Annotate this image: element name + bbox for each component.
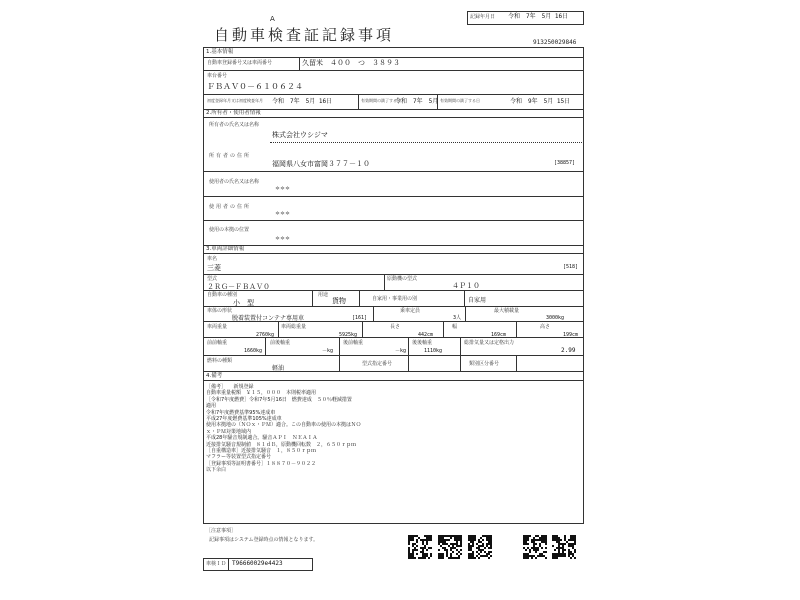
remark-line: ［自重構造車］近接排気騒音 １，８５０ｒｐｍ — [206, 448, 317, 455]
reg-label: 自動車登録番号又は車両番号 — [207, 60, 273, 66]
kind-value: 小 型 — [233, 299, 254, 307]
qr-code — [438, 534, 462, 560]
displacement-value: 2.99 — [561, 347, 576, 354]
capacity-value: 3人 — [453, 315, 462, 321]
gross-value: 5925kg — [339, 332, 358, 338]
remark-line: 自動車重量税額 ￥１５，０００ 本則税率適用 — [206, 390, 317, 397]
remarks-block — [206, 384, 466, 474]
valid-label: 有効期間の満了する日 — [361, 98, 401, 103]
class-no-label: 類別区分番号 — [469, 361, 500, 367]
fuel-label: 燃料の種類 — [207, 358, 233, 364]
remark-line: 令和7年度燃費基準95%達成車 — [206, 409, 276, 416]
width-value: 169cm — [491, 332, 507, 338]
expiry-value: 令和 9年 5月 15日 — [510, 98, 571, 105]
body-code: [161] — [352, 315, 368, 321]
user-addr-value: ＊＊＊ — [275, 211, 291, 217]
first-reg-label: 初度登録年月又は初度検査年月 — [207, 98, 263, 103]
rr-axle-value: 1110kg — [424, 348, 443, 354]
ff-axle-label: 前前軸重 — [207, 340, 228, 346]
remark-line: 使用本拠地の（ＮＯｘ・ＰＭ）適合。この自動車の使用の本拠はＮＯ — [206, 422, 362, 429]
maker-code: [518] — [563, 264, 579, 270]
rr-axle-label: 後後軸重 — [412, 340, 433, 346]
height-label: 高さ — [540, 324, 551, 330]
qr-code — [523, 534, 547, 560]
rf-axle-label: 後前軸重 — [343, 340, 364, 346]
remark-line: マフラー等装置型式指定番号 — [206, 454, 272, 461]
owner-name-value: 株式会社ウシジマ — [272, 131, 328, 139]
gross-label: 車両総重量 — [281, 324, 307, 330]
remark-line: 平成28年騒音規制適合。騒音ＡＰＩ ＮＥＡＩＡ — [206, 435, 318, 442]
remark-line: 近接排気騒音規制値 ８１ｄＢ，原動機回転数 ２，６５０ｒｐｍ — [206, 441, 357, 448]
max-load-value: 3000kg — [546, 315, 565, 321]
ff-axle-value: 1660kg — [244, 348, 263, 354]
user-name-value: ＊＊＊ — [275, 186, 291, 192]
base-label: 使用の本拠の位置 — [209, 227, 250, 233]
private-label: 自家用・事業用の別 — [372, 296, 418, 302]
remark-line: 適用 — [206, 403, 217, 410]
type-no-label: 型式指定番号 — [362, 361, 393, 367]
notes-heading: ［注意事項］ — [206, 528, 237, 534]
user-name-label: 使用者の氏名又は名称 — [209, 179, 260, 185]
remark-line: ［備考］ 新規登録 — [206, 384, 254, 390]
rf-axle-value: －kg — [395, 348, 407, 354]
owner-addr-label: 所有者の住所 — [209, 153, 252, 159]
issue-date-label: 記録年月日 — [470, 14, 496, 20]
document-title: 自動車検査証記録事項 — [214, 26, 395, 44]
section4-heading: 4.備考 — [206, 373, 223, 379]
remark-line: 以下余白 — [206, 467, 227, 474]
remark-line: ［登録事項等証明書番号］１８８７０－９０２２ — [206, 460, 317, 467]
use-value: 貨物 — [332, 297, 346, 305]
weight-value: 2760kg — [256, 332, 275, 338]
kind-label: 自動車の種別 — [207, 292, 238, 298]
section2-heading: 2.所有者・使用者情報 — [206, 110, 261, 116]
capacity-label: 乗車定員 — [400, 308, 421, 314]
expiry-label: 有効期間の満了する日 — [440, 98, 480, 103]
remark-line: ｘ・ＰＭ対策地域内 — [206, 428, 252, 435]
document-number: 913250029846 — [533, 39, 577, 46]
length-label: 長さ — [390, 324, 401, 330]
maker-label: 車名 — [207, 256, 218, 262]
user-addr-label: 使用者の住所 — [209, 204, 252, 210]
fr-axle-value: －kg — [322, 348, 334, 354]
fuel-value: 軽油 — [272, 365, 285, 372]
vehicle-id-value: T96660029e4423 — [232, 560, 283, 567]
owner-name-label: 所有者の氏名又は名称 — [209, 122, 260, 128]
width-label: 幅 — [452, 324, 458, 330]
fr-axle-label: 前後軸重 — [270, 340, 291, 346]
base-value: ＊＊＊ — [275, 236, 291, 242]
reg-value: 久留米 ４００ つ ３８９３ — [302, 59, 400, 67]
qr-code — [552, 534, 576, 560]
model-value: ２ＲＧ－ＦＢＡＶ０ — [207, 283, 270, 291]
owner-addr-value: 福岡県八女市富岡３７７－１０ — [272, 160, 370, 168]
vehicle-id-label: 車検ＩＤ — [206, 561, 227, 567]
valid-value: 令和 7年 5月 — [395, 98, 439, 105]
body-label: 車体の形状 — [207, 308, 233, 314]
use-label: 用途 — [318, 292, 329, 298]
issue-date: 令和 7年 5月 16日 — [508, 13, 569, 20]
engine-value: ４Ｐ１０ — [452, 282, 480, 290]
engine-label: 原動機の型式 — [387, 276, 418, 282]
notes-text: 記録事項はシステム登録時点の情報となります。 — [209, 537, 319, 543]
remark-line: ［令和7年度燃費］令和7年5月16日 燃費達成 ５０％軽減措置 — [206, 396, 352, 403]
max-load-label: 最大積載量 — [494, 308, 520, 314]
remark-line: 平成27年度燃費基準105%達成車 — [206, 416, 282, 423]
section3-heading: 3.車両詳細情報 — [206, 246, 245, 252]
body-value: 脱着装置付コンテナ専用車 — [232, 315, 305, 322]
displacement-label: 総排気量又は定格出力 — [464, 340, 515, 346]
section1-heading: 1.基本情報 — [206, 49, 234, 55]
small-mark: A — [270, 15, 275, 23]
length-value: 442cm — [418, 332, 434, 338]
qr-code — [408, 534, 432, 560]
height-value: 199cm — [563, 332, 579, 338]
first-reg-value: 令和 7年 5月 16日 — [272, 98, 333, 105]
chassis-value: ＦＢＡＶ０－６１０６２４ — [207, 82, 303, 91]
chassis-label: 車台番号 — [207, 73, 228, 79]
weight-label: 車両重量 — [207, 324, 228, 330]
model-label: 型式 — [207, 276, 218, 282]
maker-value: 三菱 — [207, 264, 221, 272]
owner-code: [38857] — [554, 160, 576, 166]
qr-code — [468, 534, 492, 560]
private-value: 自家用 — [468, 297, 487, 304]
